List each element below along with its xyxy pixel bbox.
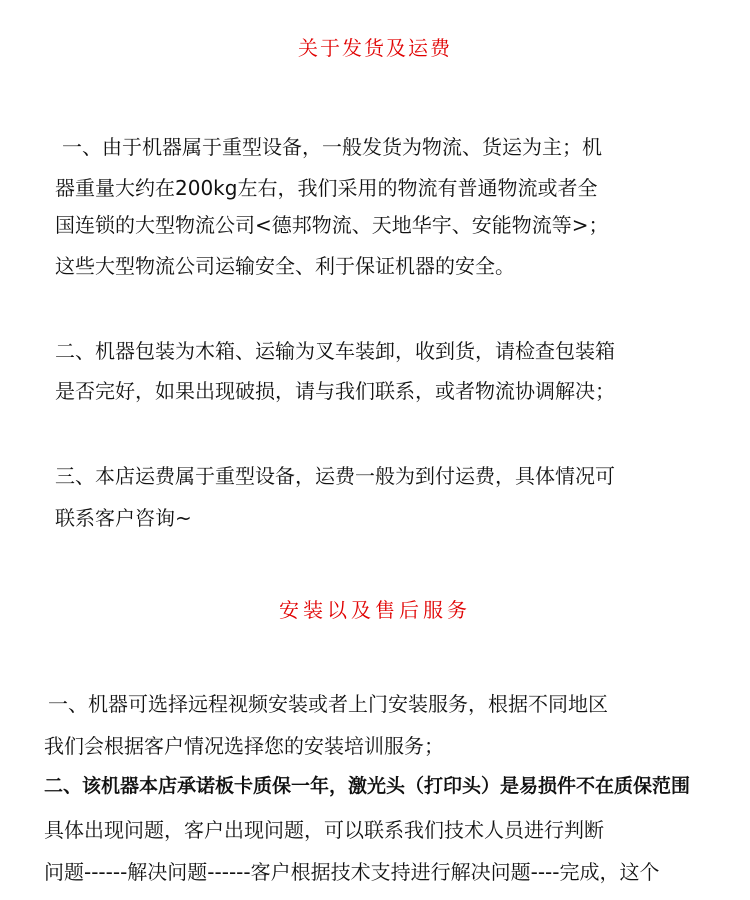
shipping-para1-line3: 国连锁的大型物流公司<德邦物流、天地华宇、安能物流等>； (55, 213, 609, 237)
shipping-para1-line2: 器重量大约在200kg左右，我们采用的物流有普通物流或者全 (55, 176, 598, 200)
service-line2: 我们会根据客户情况选择您的安装培训服务； (44, 734, 444, 758)
shipping-para3-line2: 联系客户咨询~ (55, 506, 192, 530)
shipping-title: 关于发货及运费 (298, 36, 452, 60)
shipping-para2-line1: 二、机器包装为木箱、运输为叉车装卸，收到货，请检查包装箱 (55, 339, 615, 363)
service-line4: 具体出现问题，客户出现问题，可以联系我们技术人员进行判断 (44, 818, 604, 842)
service-line1: 一、机器可选择远程视频安装或者上门安装服务，根据不同地区 (48, 692, 608, 716)
shipping-para1-line4: 这些大型物流公司运输安全、利于保证机器的安全。 (55, 254, 515, 278)
shipping-para3-line1: 三、本店运费属于重型设备，运费一般为到付运费，具体情况可 (55, 464, 615, 488)
shipping-para2-line2: 是否完好，如果出现破损，请与我们联系，或者物流协调解决； (55, 379, 615, 403)
service-line3: 二、该机器本店承诺板卡质保一年，激光头（打印头）是易损件不在质保范围 (44, 775, 691, 797)
shipping-para1-line1: 一、由于机器属于重型设备，一般发货为物流、货运为主；机 (62, 135, 602, 159)
service-title: 安装以及售后服务 (279, 598, 471, 622)
service-line5: 问题------解决问题------客户根据技术支持进行解决问题----完成，这个 (44, 860, 660, 884)
